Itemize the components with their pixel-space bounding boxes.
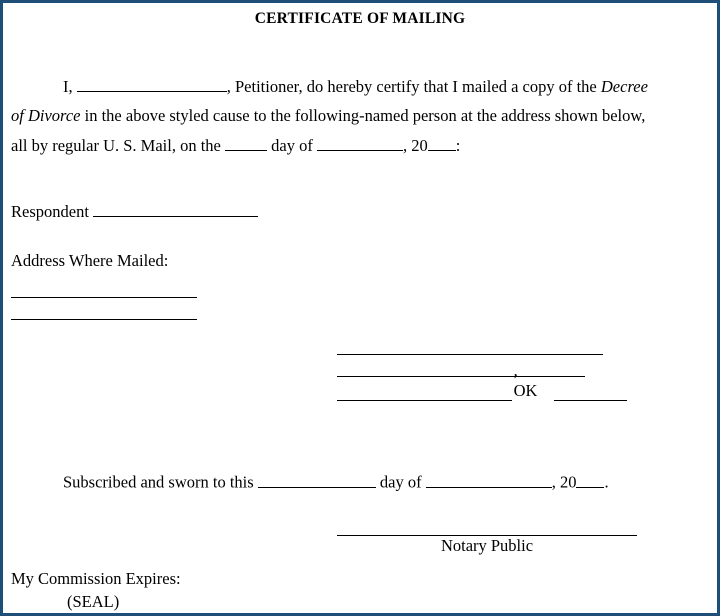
petitioner-name-blank[interactable] xyxy=(77,75,227,92)
commission-expires-label: My Commission Expires: xyxy=(11,569,181,588)
sworn-day-blank[interactable] xyxy=(258,471,376,488)
respondent-row xyxy=(11,199,709,225)
notary-signature-blank[interactable] xyxy=(337,521,637,536)
paragraph-after-italic: in the above styled cause to the following-named person at the address shown below, xyxy=(80,106,646,126)
paragraph-lead-in: I, xyxy=(63,77,77,96)
address-label: Address Where Mailed: xyxy=(11,251,169,271)
sworn-suffix: . xyxy=(604,472,609,492)
recipient-zip-blank[interactable] xyxy=(554,380,627,401)
address-line-2-blank[interactable] xyxy=(11,298,197,320)
mail-month-blank[interactable] xyxy=(317,134,403,151)
recipient-line-1-blank[interactable] xyxy=(337,333,603,355)
mail-day-blank[interactable] xyxy=(225,134,267,151)
respondent-label: Respondent xyxy=(11,202,94,222)
sworn-prefix: Subscribed and sworn to this xyxy=(63,472,258,492)
state-abbreviation: , OK xyxy=(513,361,538,400)
recipient-city-state-zip-row xyxy=(337,361,627,401)
recipient-line-2-blank[interactable] xyxy=(337,355,585,377)
decree-italic-second: of Divorce xyxy=(11,106,81,126)
respondent-name-blank[interactable] xyxy=(93,200,258,217)
notary-label: Notary Public xyxy=(440,536,534,555)
paragraph-after-name: , Petitioner, do hereby certify that I mailed a copy of the xyxy=(226,77,601,96)
mail-year-blank[interactable] xyxy=(428,134,456,151)
recipient-address-block xyxy=(337,333,627,401)
sworn-year-prefix: , 20 xyxy=(551,472,577,492)
paragraph-line3-start: all by regular U. S. Mail, on the xyxy=(11,135,226,155)
sworn-month-blank[interactable] xyxy=(426,471,552,488)
certification-paragraph xyxy=(11,72,709,160)
seal-label: (SEAL) xyxy=(67,592,120,611)
sworn-mid: day of xyxy=(375,472,426,492)
address-line-1-blank[interactable] xyxy=(11,276,197,298)
page-title: CERTIFICATE OF MAILING xyxy=(254,10,466,27)
sworn-year-blank[interactable] xyxy=(576,471,604,488)
paragraph-line3-year-prefix: , 20 xyxy=(402,135,428,155)
paragraph-line3-end: : xyxy=(455,135,461,155)
decree-italic-first: Decree xyxy=(600,77,648,96)
document-inner xyxy=(3,3,717,613)
recipient-city-blank[interactable] xyxy=(337,380,512,401)
sworn-statement xyxy=(63,471,609,493)
paragraph-line3-mid: day of xyxy=(267,135,317,155)
